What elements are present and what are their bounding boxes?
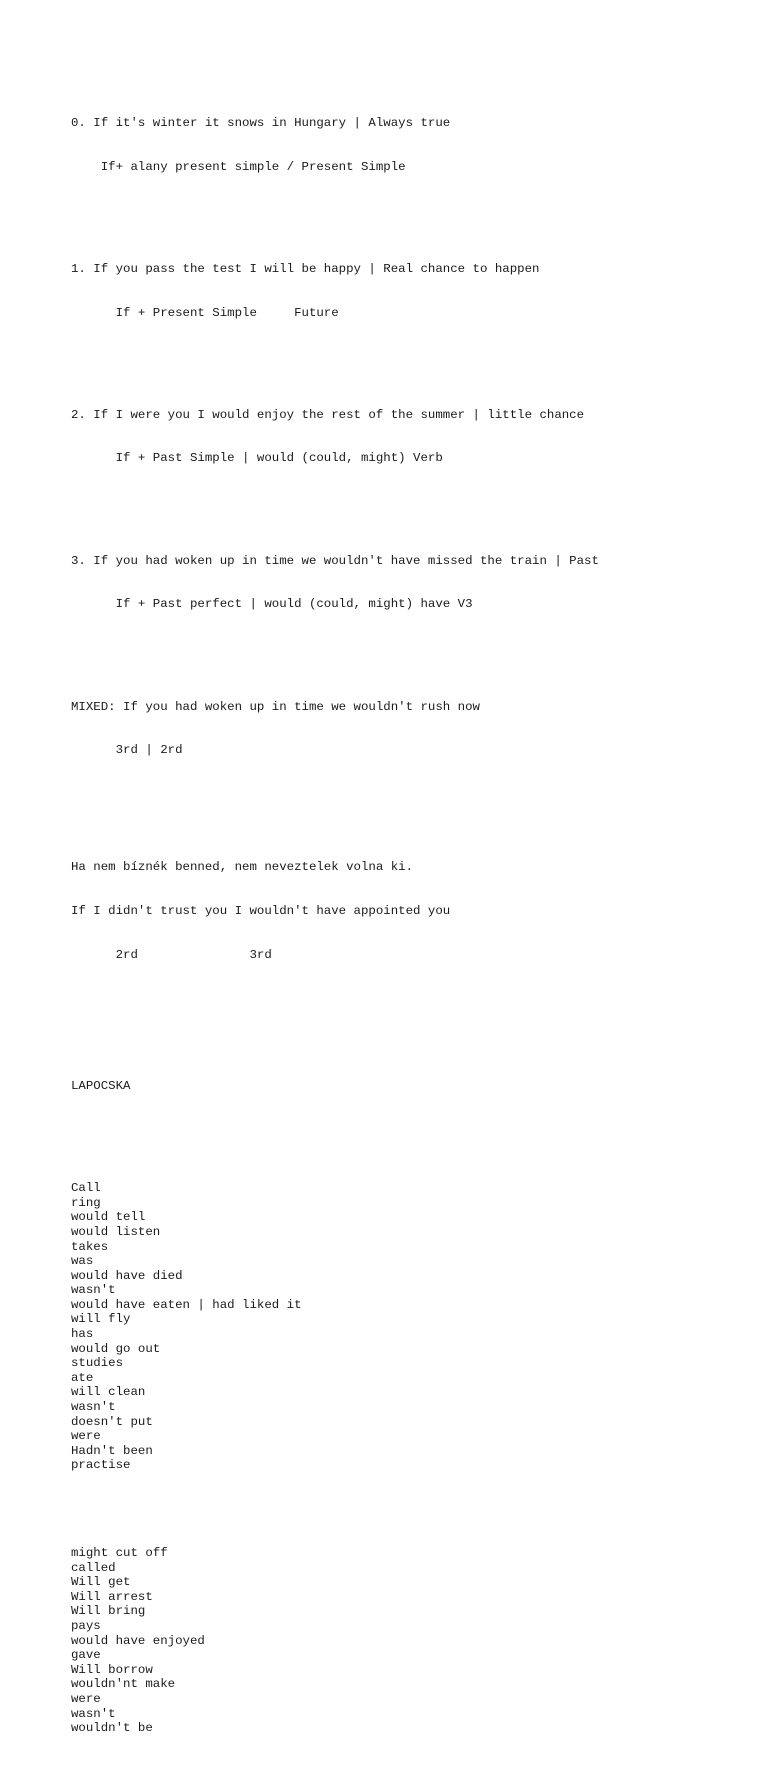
answer-item: would have enjoyed — [71, 1633, 205, 1648]
rule-mixed-detail: 3rd | 2rd — [71, 743, 183, 758]
answer-item: would have died — [71, 1268, 183, 1283]
answer-item: would go out — [71, 1341, 161, 1356]
answer-item: were — [71, 1429, 101, 1444]
spacer — [71, 1502, 599, 1517]
rule-0-detail: If+ alany present simple / Present Simple — [71, 159, 406, 174]
answer-item: will fly — [71, 1312, 131, 1327]
answer-item: wasn't — [71, 1283, 116, 1298]
rule-2-heading: 2. If I were you I would enjoy the rest of the summer | little chance — [71, 407, 585, 422]
answer-item: would have eaten | had liked it — [71, 1297, 302, 1312]
spacer — [71, 787, 599, 816]
answer-list-2 — [71, 1546, 599, 1736]
spacer — [71, 991, 599, 1035]
section-title: LAPOCSKA — [71, 1078, 131, 1093]
spacer — [71, 203, 599, 218]
answer-item: Call — [71, 1181, 101, 1196]
spacer — [71, 495, 599, 510]
rule-1-heading: 1. If you pass the test I will be happy | Real chance to happen — [71, 261, 540, 276]
spacer — [71, 641, 599, 656]
answer-item: studies — [71, 1356, 124, 1371]
answer-item: ate — [71, 1370, 94, 1385]
spacer — [71, 1123, 599, 1138]
answer-item: will clean — [71, 1385, 146, 1400]
answer-item: was — [71, 1254, 94, 1269]
rule-mixed-heading: MIXED: If you had woken up in time we wouldn't rush now — [71, 699, 480, 714]
answer-item: would tell — [71, 1210, 146, 1225]
answer-item: Will borrow — [71, 1662, 153, 1677]
answer-item: wouldn't be — [71, 1721, 153, 1736]
answer-item: Hadn't been — [71, 1443, 153, 1458]
spacer — [71, 349, 599, 364]
rule-0-heading: 0. If it's winter it snows in Hungary | Always true — [71, 115, 451, 130]
answer-item: might cut off — [71, 1545, 168, 1560]
answer-item: wasn't — [71, 1706, 116, 1721]
answer-item: doesn't put — [71, 1414, 153, 1429]
rule-2-detail: If + Past Simple | would (could, might) Verb — [71, 451, 443, 466]
answer-item: has — [71, 1327, 94, 1342]
answer-item: ring — [71, 1195, 101, 1210]
answer-item: Will arrest — [71, 1589, 153, 1604]
answer-item: called — [71, 1560, 116, 1575]
example-english: If I didn't trust you I wouldn't have appointed you — [71, 903, 451, 918]
rule-3-heading: 3. If you had woken up in time we wouldn't have missed the train | Past — [71, 553, 599, 568]
answer-item: were — [71, 1691, 101, 1706]
example-labels: 2rd 3rd — [71, 947, 272, 962]
answer-item: Will get — [71, 1575, 131, 1590]
example-hungarian: Ha nem bíznék benned, nem neveztelek volna ki. — [71, 860, 414, 875]
answer-item: Will bring — [71, 1604, 146, 1619]
document-text — [71, 72, 599, 1779]
answer-item: gave — [71, 1648, 101, 1663]
answer-item: wasn't — [71, 1400, 116, 1415]
answer-item: would listen — [71, 1224, 161, 1239]
answer-item: pays — [71, 1618, 101, 1633]
rule-1-detail: If + Present Simple Future — [71, 305, 339, 320]
answer-item: wouldn'nt make — [71, 1677, 176, 1692]
rule-3-detail: If + Past perfect | would (could, might) have V3 — [71, 597, 473, 612]
answer-list-1 — [71, 1181, 599, 1473]
answer-item: practise — [71, 1458, 131, 1473]
answer-item: takes — [71, 1239, 109, 1254]
